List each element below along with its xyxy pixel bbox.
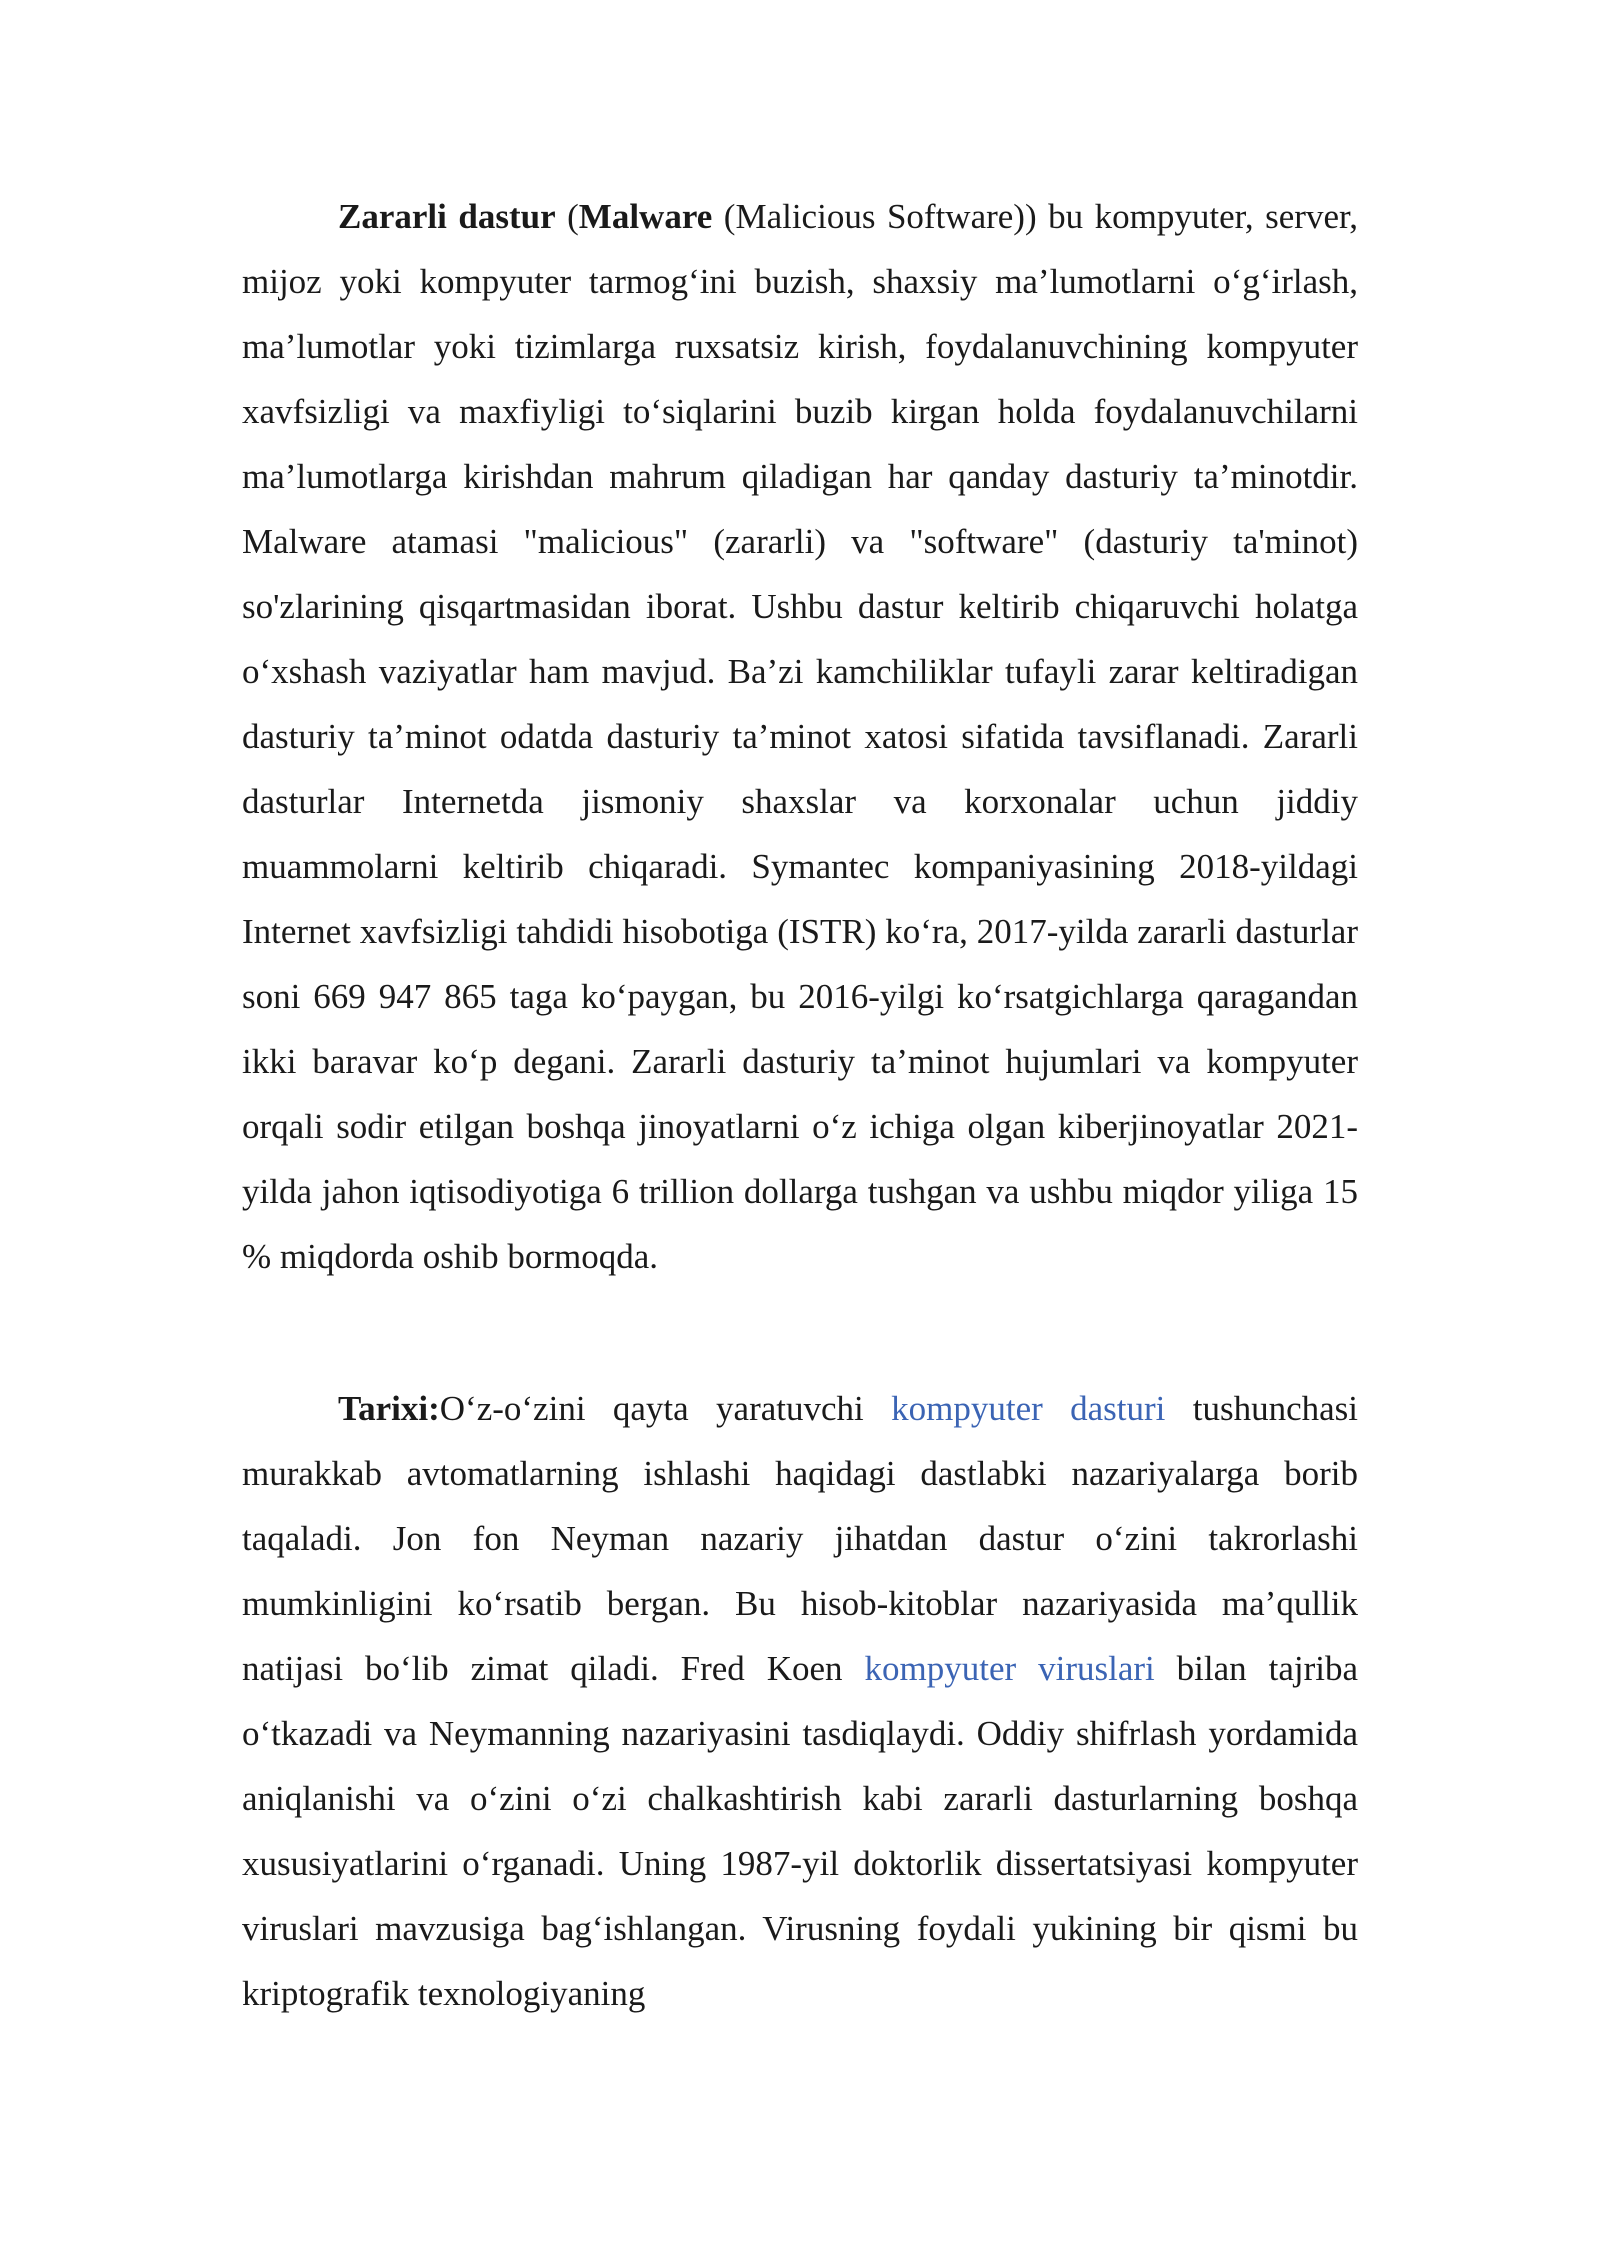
link-kompyuter-viruslari[interactable]: kompyuter viruslari	[864, 1649, 1155, 1688]
text-run: bilan tajriba o‘tkazadi va Neymanning nazariyasini tasdiqlaydi. Oddiy shifrlash yordamida aniqlanishi va o‘zini o‘zi chalkashtirish kabi zararli dasturlarning boshqa xususiyatlarini o‘rganadi. Uning 1987-yil doktorlik dissertatsiyasi kompyuter viruslari mavzusiga bag‘ishlangan. Virusning foydali yukining bir qismi bu kriptografik texnologiyaning	[242, 1649, 1358, 2013]
heading-tarixi: Tarixi:	[338, 1389, 440, 1428]
text-run: (	[555, 197, 579, 236]
text-run: (Malicious Software)) bu kompyuter, server, mijoz yoki kompyuter tarmog‘ini buzish, shaxsiy ma’lumotlarni o‘g‘irlash, ma’lumotlar yoki tizimlarga ruxsatsiz kirish, foydalanuvchining kompyuter xavfsizligi va maxfiyligi to‘siqlarini buzib kirgan holda foydalanuvchilarni ma’lumotlarga kirishdan mahrum qiladigan har qanday dasturiy ta’minotdir. Malware atamasi "malicious" (zararli) va "software" (dasturiy ta'minot) so'zlarining qisqartmasidan iborat. Ushbu dastur keltirib chiqaruvchi holatga o‘xshash vaziyatlar ham mavjud. Ba’zi kamchiliklar tufayli zarar keltiradigan dasturiy ta’minot odatda dasturiy ta’minot xatosi sifatida tavsiflanadi. Zararli dasturlar Internetda jismoniy shaxslar va korxonalar uchun jiddiy muammolarni keltirib chiqaradi. Symantec kompaniyasining 2018-yildagi Internet xavfsizligi tahdidi hisobotiga (ISTR) ko‘ra, 2017-yilda zararli dasturlar soni 669 947 865 taga ko‘paygan, bu 2016-yilgi ko‘rsatgichlarga qaragandan ikki baravar ko‘p degani. Zararli dasturiy ta’minot hujumlari va kompyuter orqali sodir etilgan boshqa jinoyatlarni o‘z ichiga olgan kiberjinoyatlar 2021-yilda jahon iqtisodiyotiga 6 trillion dollarga tushgan va ushbu miqdor yiliga 15 % miqdorda oshib bormoqda.	[242, 197, 1358, 1276]
text-run: tushunchasi murakkab avtomatlarning ishlashi haqidagi dastlabki nazariyalarga borib taqaladi. Jon fon Neyman nazariy jihatdan dastur o‘zini takrorlashi mumkinligini ko‘rsatib bergan. Bu hisob-kitoblar nazariyasida ma’qullik natijasi bo‘lib zimat qiladi. Fred Koen	[242, 1389, 1359, 1688]
term-zararli-dastur: Zararli dastur	[338, 197, 556, 236]
link-kompyuter-dasturi[interactable]: kompyuter dasturi	[891, 1389, 1166, 1428]
text-run: O‘z-o‘zini qayta yaratuvchi	[439, 1389, 892, 1428]
paragraph-malware-definition	[242, 184, 1358, 1289]
term-malware: Malware	[578, 197, 713, 236]
paragraph-history	[242, 1376, 1358, 2026]
